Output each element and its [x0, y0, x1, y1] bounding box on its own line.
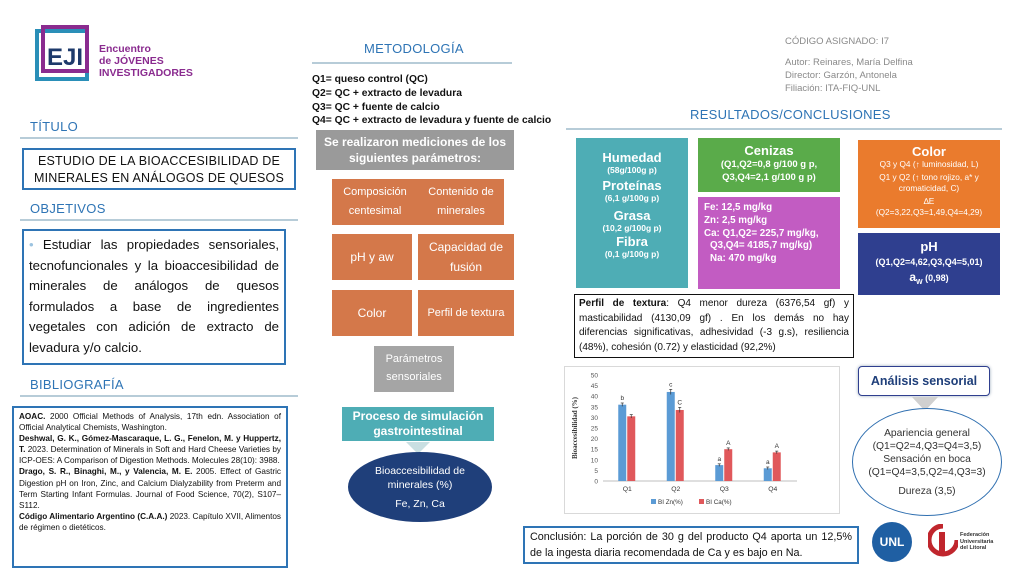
poster-title: ESTUDIO DE LA BIOACCESIBILIDAD DE MINERALES EN ANÁLOGOS DE QUESOS	[33, 154, 285, 185]
sample-q3: Q3= QC + fuente de calcio	[312, 101, 440, 113]
card-minerals	[698, 197, 840, 289]
legend-label: BI Zn(%)	[658, 499, 683, 506]
objective-box	[22, 229, 286, 365]
param-fusion: Capacidad de fusión	[418, 234, 514, 280]
measure-header: Se realizaron mediciones de los siguientes parámetros:	[316, 130, 514, 170]
samples-list	[312, 73, 551, 128]
unl-logo: UNL	[872, 522, 912, 562]
param-textura: Perfil de textura	[418, 290, 514, 336]
affiliation: Filiación: ITA-FIQ-UNL	[785, 83, 881, 94]
svg-text:EJI: EJI	[47, 44, 84, 71]
logo-mark	[33, 25, 93, 83]
aw-value: $a_W$ (0,98)	[909, 270, 949, 286]
bar	[724, 449, 732, 481]
poster-title-box	[22, 148, 296, 190]
author: Autor: Reinares, María Delfina	[785, 57, 913, 68]
sensory-l2: (Q1=Q2=4,Q3=Q4=3,5)	[872, 440, 982, 452]
chart-svg	[565, 367, 839, 513]
divider	[20, 219, 298, 221]
significance-label: A	[726, 439, 731, 447]
ful-logo-icon	[928, 524, 958, 560]
divider	[566, 128, 1002, 130]
x-tick-label: Q4	[768, 486, 778, 493]
bib-entry: Deshwal, G. K., Gómez-Mascaraque, L. G., Fenelon, M. y Huppertz, T. 2023. Determination of Minerals in Soft and Hard Cheese Varieties by ICP-OES: A Comparison of Digestion Methods. Molecules 28(10): 3988.	[19, 434, 281, 466]
x-tick-label: Q1	[622, 486, 632, 493]
x-tick-label: Q3	[719, 486, 729, 493]
grasa-label: Grasa	[613, 208, 651, 223]
param-color: Color	[332, 290, 412, 336]
divider	[312, 62, 512, 64]
sensory-l1: Apariencia general	[884, 427, 970, 439]
sensory-title-box: Análisis sensorial	[858, 366, 990, 396]
x-tick-label: Q2	[671, 486, 681, 493]
significance-label: a	[765, 459, 770, 467]
legend-label: BI Ca(%)	[706, 499, 732, 506]
logo-line1: Encuentro	[99, 43, 151, 55]
bioaccessibility-chart	[564, 366, 840, 514]
logo-line2: de JÓVENES	[99, 55, 164, 67]
bib-entry: Código Alimentario Argentino (C.A.A.) 2023. Capítulo XVII, Alimentos de régimen o dietéticos.	[19, 511, 281, 532]
objective-text: Estudiar las propiedades sensoriales, tecnofuncionales y la bioaccesibilidad de minerales de análogos de quesos formulados a base de ingredientes vegetales con adición de extracto de levadura y/o calcio.	[29, 237, 279, 355]
section-title-bibliografia: BIBLIOGRAFÍA	[30, 377, 124, 392]
y-tick-label: 50	[590, 372, 598, 380]
legend-swatch	[651, 499, 656, 504]
bar	[627, 416, 635, 481]
conclusion-text: Conclusión: La porción de 30 g del producto Q4 aporta un 12,5% de la ingesta diaria recomendada de Ca y es bajo en Na.	[530, 531, 852, 559]
conclusion-box	[523, 526, 859, 564]
texture-label: Perfil de textura	[579, 298, 667, 309]
section-title-objetivos: OBJETIVOS	[30, 201, 106, 216]
bar	[773, 452, 781, 481]
bioaccessibility-ellipse	[348, 452, 492, 522]
mineral-zn: Zn: 2,5 mg/kg	[704, 214, 768, 226]
bar	[764, 468, 772, 481]
proteinas-value: (6,1 g/100g p)	[604, 193, 660, 203]
y-tick-label: 5	[594, 467, 598, 475]
mineral-na: Na: 470 mg/kg	[710, 253, 777, 265]
card-ph	[858, 233, 1000, 295]
legend-swatch	[699, 499, 704, 504]
color-label: Color	[912, 144, 946, 159]
sensory-l4: (Q1=Q4=3,5,Q2=4,Q3=3)	[868, 466, 986, 478]
card-composition	[576, 138, 688, 288]
color-line1: Q3 y Q4 (↑ luminosidad, L)	[879, 159, 979, 169]
divider	[20, 395, 298, 397]
param-ph-aw: pH y aw	[332, 234, 412, 280]
sample-q4: Q4= QC + extracto de levadura y fuente de calcio	[312, 115, 552, 127]
ph-values: (Q1,Q2=4,62,Q3,Q4=5,01)	[875, 257, 983, 267]
param-composicion: Composición centesimal	[332, 179, 418, 225]
cenizas-line2: Q3,Q4=2,1 g/100 g p)	[722, 172, 816, 183]
y-tick-label: 30	[590, 414, 598, 422]
color-line3: ∆E	[923, 196, 935, 206]
texture-box	[574, 294, 854, 358]
section-title-metodologia: METODOLOGÍA	[364, 41, 464, 56]
header-info	[785, 35, 913, 95]
mineral-ca-q34: Q3,Q4= 4185,7 mg/kg)	[710, 240, 813, 252]
ful-line2: Universitaria	[960, 538, 994, 545]
cenizas-line1: (Q1,Q2=0,8 g/100 g p,	[720, 159, 818, 170]
grasa-value: (10,2 g/100g p)	[602, 223, 662, 233]
humedad-value: (58g/100g p)	[607, 165, 657, 175]
bib-entry: Drago, S. R., Binaghi, M., y Valencia, M. E. 2005. Effect of Gastric Digestion pH on Iron, Zinc, and Calcium Dialyzability from Preterm and Term Starting Infant Formulas. Journal of Food Science, 70(2), S107–S112.	[19, 467, 281, 510]
y-axis-label: Bioaccesibilidad (%)	[571, 396, 579, 460]
color-line4: (Q2=3,22,Q3=1,49,Q4=4,29)	[875, 207, 983, 217]
ful-logo	[928, 524, 1018, 560]
y-tick-label: 20	[590, 436, 598, 444]
bioacc-minerals: Fe, Zn, Ca	[395, 497, 445, 510]
significance-label: a	[717, 455, 722, 463]
significance-label: c	[669, 381, 673, 389]
proteinas-label: Proteínas	[602, 178, 662, 193]
bar	[676, 410, 684, 481]
param-minerales: Contenido de minerales	[418, 179, 504, 225]
sensory-l5: Dureza (3,5)	[898, 485, 956, 497]
y-tick-label: 10	[590, 457, 598, 465]
ful-line3: del Litoral	[960, 545, 987, 551]
cenizas-label: Cenizas	[744, 143, 794, 158]
ful-line1: Federación	[960, 532, 990, 538]
y-tick-label: 40	[590, 393, 598, 401]
param-sensoriales: Parámetros sensoriales	[374, 346, 454, 392]
logo	[33, 25, 203, 85]
bar	[618, 405, 626, 481]
y-tick-label: 35	[590, 404, 598, 412]
fibra-label: Fibra	[616, 234, 648, 249]
digestion-box: Proceso de simulación gastrointestinal	[342, 407, 494, 441]
mineral-ca: Ca: Q1,Q2= 225,7 mg/kg,	[704, 227, 819, 239]
y-tick-label: 0	[594, 478, 598, 486]
significance-label: C	[677, 399, 683, 407]
assigned-code: CÓDIGO ASIGNADO: I7	[785, 36, 889, 47]
card-cenizas	[698, 138, 840, 192]
sample-q2: Q2= QC + extracto de levadura	[312, 87, 462, 99]
mineral-fe: Fe: 12,5 mg/kg	[704, 202, 773, 213]
logo-line3: INVESTIGADORES	[99, 67, 193, 79]
bioacc-title: Bioaccesibilidad de minerales (%)	[375, 464, 465, 491]
y-tick-label: 45	[590, 383, 598, 391]
texture-text: : Q4 menor dureza (6376,54 gf) y masticabilidad (4130,09 gf) . En los demás no hay diferencias significativas, adhesividad (-3 g.s), resiliencia (48%), cohesión (0.72) y elasticidad (92,2%)	[579, 298, 849, 353]
sample-q1: Q1= queso control (QC)	[312, 74, 428, 85]
sensory-ellipse	[852, 408, 1002, 516]
section-title-titulo: TÍTULO	[30, 119, 79, 134]
y-tick-label: 15	[590, 446, 598, 454]
fibra-value: (0,1 g/100g p)	[604, 249, 660, 259]
section-title-resultados: RESULTADOS/CONCLUSIONES	[690, 107, 891, 122]
color-line2: Q1 y Q2 (↑ tono rojizo, a* y cromaticidad, C)	[879, 172, 979, 193]
y-tick-label: 25	[590, 425, 598, 433]
humedad-label: Humedad	[602, 150, 662, 165]
bib-entry: AOAC. 2000 Official Methods of Analysis, 17th edn. Association of Official Analytical Chemists, Washington.	[19, 412, 281, 433]
significance-label: A	[774, 443, 779, 451]
divider	[20, 137, 298, 139]
sensory-l3: Sensación en boca	[883, 453, 971, 465]
bibliography-box	[12, 406, 288, 568]
bar	[667, 392, 675, 481]
bullet-icon: •	[29, 237, 34, 252]
director: Director: Garzón, Antonela	[785, 70, 897, 81]
card-color	[858, 140, 1000, 228]
significance-label: b	[620, 394, 625, 402]
ph-label: pH	[920, 239, 938, 254]
bar	[715, 465, 723, 481]
